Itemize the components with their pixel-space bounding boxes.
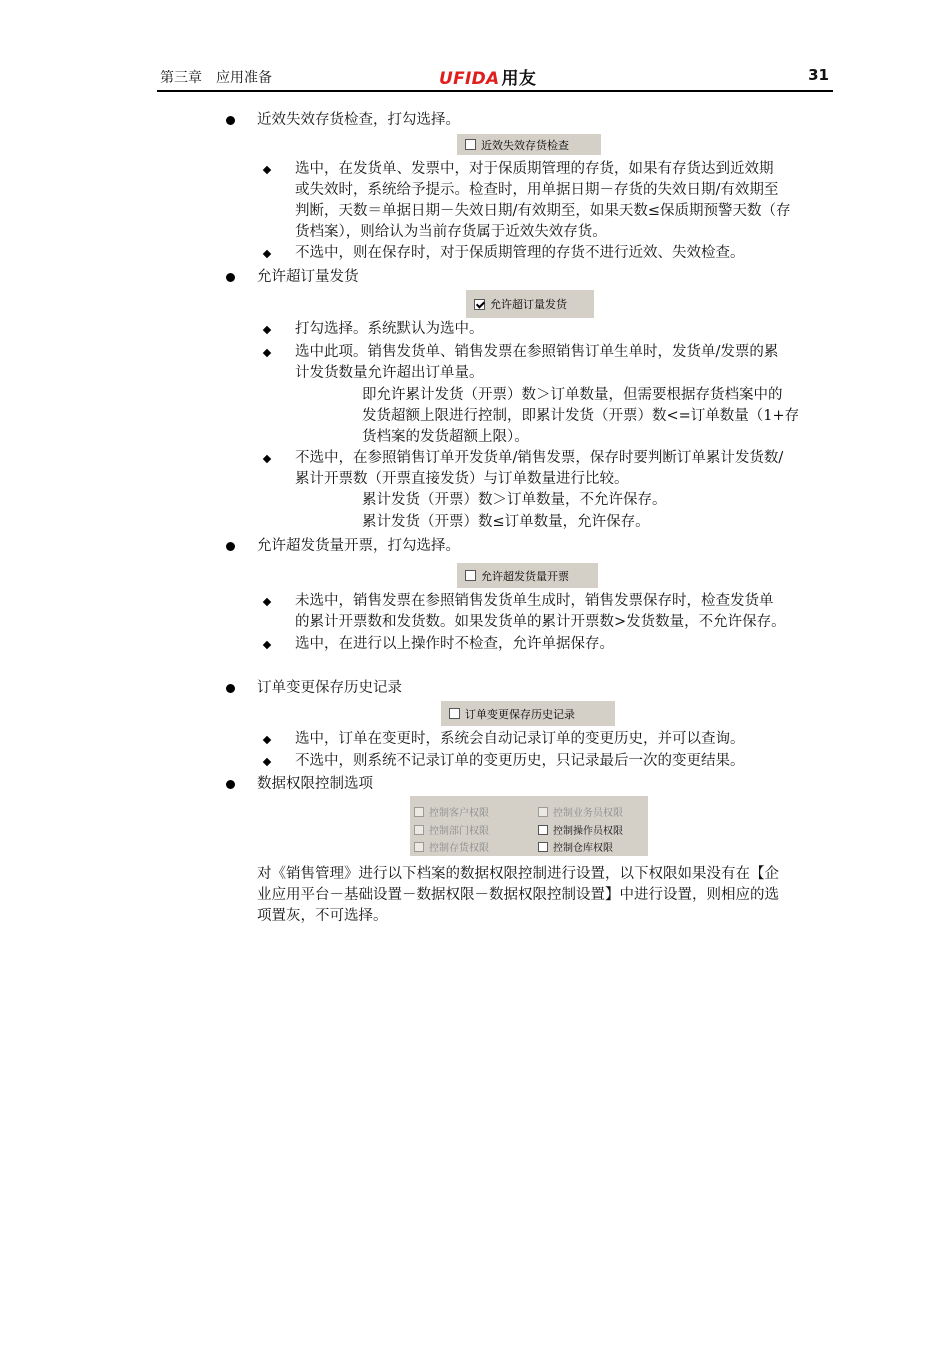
checkbox-label: 允许超发货量开票 [481, 569, 569, 583]
text-line: 对《销售管理》进行以下档案的数据权限控制进行设置，以下权限如果没有在【企 [257, 866, 779, 882]
text-line: 选中此项。销售发货单、销售发票在参照销售订单生单时，发货单/发票的累 [295, 344, 779, 360]
section-over-order-title: 允许超订量发货 [257, 269, 359, 285]
bullet-dot-icon [226, 684, 235, 693]
page-number: 31 [808, 66, 829, 84]
section-over-invoice-title: 允许超发货量开票，打勾选择。 [257, 538, 460, 554]
checkbox-box-icon [538, 825, 548, 835]
checkbox-box-icon [449, 708, 460, 719]
logo-brand-cn: 用友 [501, 69, 537, 89]
control-department-permission-checkbox [414, 822, 489, 837]
text-line: 不选中，则在保存时，对于保质期管理的存货不进行近效、失效检查。 [295, 245, 745, 261]
text-line: 未选中，销售发票在参照销售发货单生成时，销售发票保存时，检查发货单 [295, 593, 774, 609]
text-line: 项置灰，不可选择。 [257, 908, 388, 924]
bullet-diamond-icon [263, 598, 271, 606]
checkbox-label: 控制操作员权限 [553, 826, 623, 837]
checkbox-checked-icon [474, 299, 485, 310]
near-expiry-check-checkbox[interactable] [457, 134, 601, 155]
bullet-diamond-icon [263, 349, 271, 357]
data-permission-options-panel [410, 796, 648, 856]
bullet-dot-icon [226, 780, 235, 789]
bullet-diamond-icon [263, 326, 271, 334]
text-line: 即允许累计发货（开票）数＞订单数量，但需要根据存货档案中的 [362, 387, 783, 403]
text-line: 不选中，在参照销售订单开发货单/销售发票，保存时要判断订单累计发货数/ [295, 450, 784, 466]
checkbox-label: 近效失效存货检查 [481, 138, 569, 152]
control-warehouse-permission-checkbox[interactable] [538, 839, 613, 854]
bullet-diamond-icon [263, 641, 271, 649]
control-inventory-permission-checkbox [414, 839, 489, 854]
text-line: 累计发货（开票）数＞订单数量，不允许保存。 [362, 492, 667, 508]
allow-over-delivery-invoice-checkbox[interactable] [457, 563, 598, 588]
text-line: 打勾选择。系统默认为选中。 [295, 321, 484, 337]
bullet-diamond-icon [263, 758, 271, 766]
text-line: 选中，在发货单、发票中，对于保质期管理的存货，如果有存货达到近效期 [295, 161, 774, 177]
section-near-expiry-title: 近效失效存货检查，打勾选择。 [257, 112, 460, 128]
ufida-logo [439, 64, 536, 89]
bullet-diamond-icon [263, 250, 271, 258]
checkbox-box-icon [538, 842, 548, 852]
text-line: 选中，在进行以上操作时不检查，允许单据保存。 [295, 636, 614, 652]
text-line: 的累计开票数和发货数。如果发货单的累计开票数>发货数量，不允许保存。 [295, 614, 786, 630]
checkbox-box-icon [414, 807, 424, 817]
checkbox-label: 控制部门权限 [429, 826, 489, 837]
checkbox-box-icon [414, 842, 424, 852]
bullet-diamond-icon [263, 455, 271, 463]
bullet-dot-icon [226, 116, 235, 125]
text-line: 发货超额上限进行控制，即累计发货（开票）数<=订单数量（1+存 [362, 408, 800, 424]
bullet-diamond-icon [263, 166, 271, 174]
text-line: 货档案的发货超额上限）。 [362, 429, 529, 445]
text-line: 判断，天数＝单据日期－失效日期/有效期至，如果天数≤保质期预警天数（存 [295, 203, 791, 219]
bullet-dot-icon [226, 542, 235, 551]
section-data-permission-title: 数据权限控制选项 [257, 776, 373, 792]
control-customer-permission-checkbox [414, 804, 489, 819]
checkbox-label: 控制业务员权限 [553, 808, 623, 819]
logo-brand: UFIDA [439, 69, 500, 89]
order-change-history-checkbox[interactable] [441, 701, 615, 726]
checkbox-label: 控制仓库权限 [553, 843, 613, 854]
checkbox-box-icon [538, 807, 548, 817]
section-order-change-title: 订单变更保存历史记录 [257, 680, 402, 696]
checkbox-label: 允许超订量发货 [490, 298, 567, 311]
checkbox-box-icon [465, 139, 476, 150]
text-line: 货档案），则给认为当前存货属于近效失效存货。 [295, 224, 607, 240]
checkbox-box-icon [465, 570, 476, 581]
checkbox-box-icon [414, 825, 424, 835]
text-line: 或失效时，系统给予提示。检查时，用单据日期－存货的失效日期/有效期至 [295, 182, 779, 198]
page-header [157, 64, 833, 92]
text-line: 计发货数量允许超出订单量。 [295, 365, 484, 381]
checkbox-label: 订单变更保存历史记录 [465, 707, 575, 721]
bullet-diamond-icon [263, 736, 271, 744]
control-salesperson-permission-checkbox [538, 804, 623, 819]
chapter-title: 第三章 应用准备 [160, 70, 272, 86]
text-line: 选中，订单在变更时，系统会自动记录订单的变更历史，并可以查询。 [295, 731, 745, 747]
bullet-dot-icon [226, 273, 235, 282]
allow-over-order-delivery-checkbox[interactable] [466, 290, 594, 318]
checkbox-label: 控制存货权限 [429, 843, 489, 854]
text-line: 累计开票数（开票直接发货）与订单数量进行比较。 [295, 471, 629, 487]
text-line: 累计发货（开票）数≤订单数量，允许保存。 [362, 514, 650, 530]
text-line: 不选中，则系统不记录订单的变更历史，只记录最后一次的变更结果。 [295, 753, 745, 769]
checkbox-label: 控制客户权限 [429, 808, 489, 819]
control-operator-permission-checkbox[interactable] [538, 822, 623, 837]
text-line: 业应用平台－基础设置－数据权限－数据权限控制设置】中进行设置，则相应的选 [257, 887, 779, 903]
